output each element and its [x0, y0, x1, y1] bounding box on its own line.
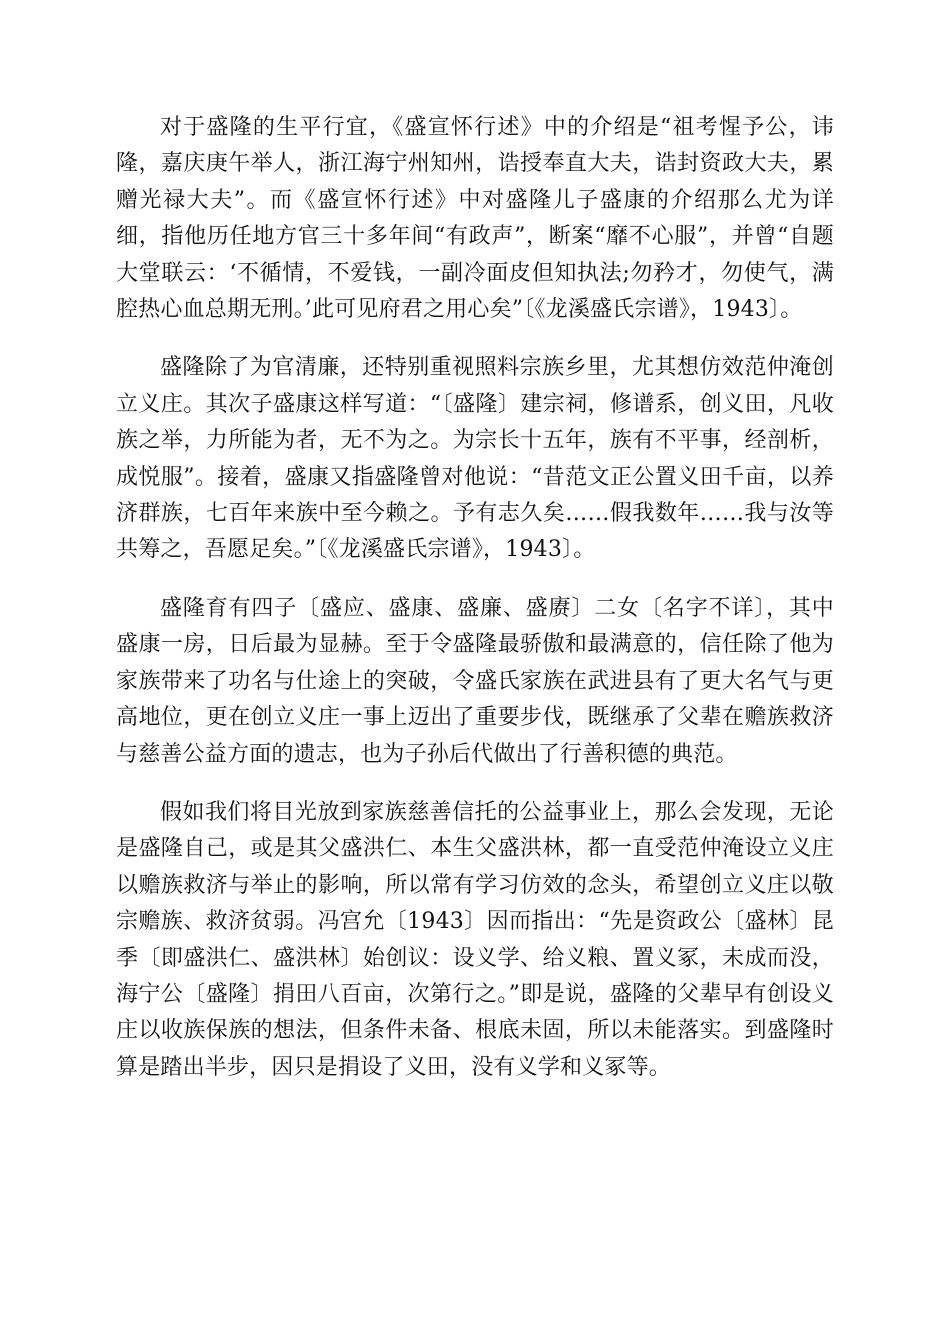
paragraph-4: 假如我们将目光放到家族慈善信托的公益事业上，那么会发现，无论是盛隆自己，或是其父盛洪仁、本生父盛洪林，都一直受范仲淹设立义庄以赡族救济与举止的影响，所以常有学习仿效的念头，希望创立义庄以敬宗赡族、救济贫弱。冯宫允〔1943〕因而指出：“先是资政公〔盛林〕昆季〔即盛洪仁、盛洪林〕始创议：设义学、给义粮、置义冢，未成而没，海宁公〔盛隆〕捐田八百亩，次第行之。”即是说，盛隆的父辈早有创设义庄以收族保族的想法，但条件未备、根底未固，所以未能落实。到盛隆时算是踏出半步，因只是捐设了义田，没有义学和义冢等。 — [116, 799, 834, 1080]
document-page — [116, 110, 834, 1108]
paragraph-2: 盛隆除了为官清廉，还特别重视照料宗族乡里，尤其想仿效范仲淹创立义庄。其次子盛康这样写道：“〔盛隆〕建宗祠，修谱系，创义田，凡收族之举，力所能为者，无不为之。为宗长十五年，族有不平事，经剖析，成悦服”。接着，盛康又指盛隆曾对他说：“昔范文正公置义田千亩，以养济群族，七百年来族中至今赖之。予有志久矣……假我数年……我与汝等共筹之，吾愿足矣。”〔《龙溪盛氏宗谱》，1943〕。 — [116, 355, 834, 563]
paragraph-1: 对于盛隆的生平行宜，《盛宣怀行述》中的介绍是“祖考惺予公，讳隆，嘉庆庚午举人，浙江海宁州知州，诰授奉直大夫，诰封资政大夫，累赠光禄大夫”。而《盛宣怀行述》中对盛隆儿子盛康的介绍那么尤为详细，指他历任地方官三十多年间“有政声”，断案“靡不心服”，并曾“自题大堂联云：‘不循情，不爱钱，一副冷面皮但知执法;勿矜才，勿使气，满腔热心血总期无刑。’此可见府君之用心矣”〔《龙溪盛氏宗谱》，1943〕。 — [116, 115, 834, 323]
paragraph-3: 盛隆育有四子〔盛应、盛康、盛廉、盛赓〕二女〔名字不详〕，其中盛康一房，日后最为显赫。至于令盛隆最骄傲和最满意的，信任除了他为家族带来了功名与仕途上的突破，令盛氏家族在武进县有了更大名气与更高地位，更在创立义庄一事上迈出了重要步伐，既继承了父辈在赡族救济与慈善公益方面的遗志，也为子孙后代做出了行善积德的典范。 — [116, 595, 834, 767]
